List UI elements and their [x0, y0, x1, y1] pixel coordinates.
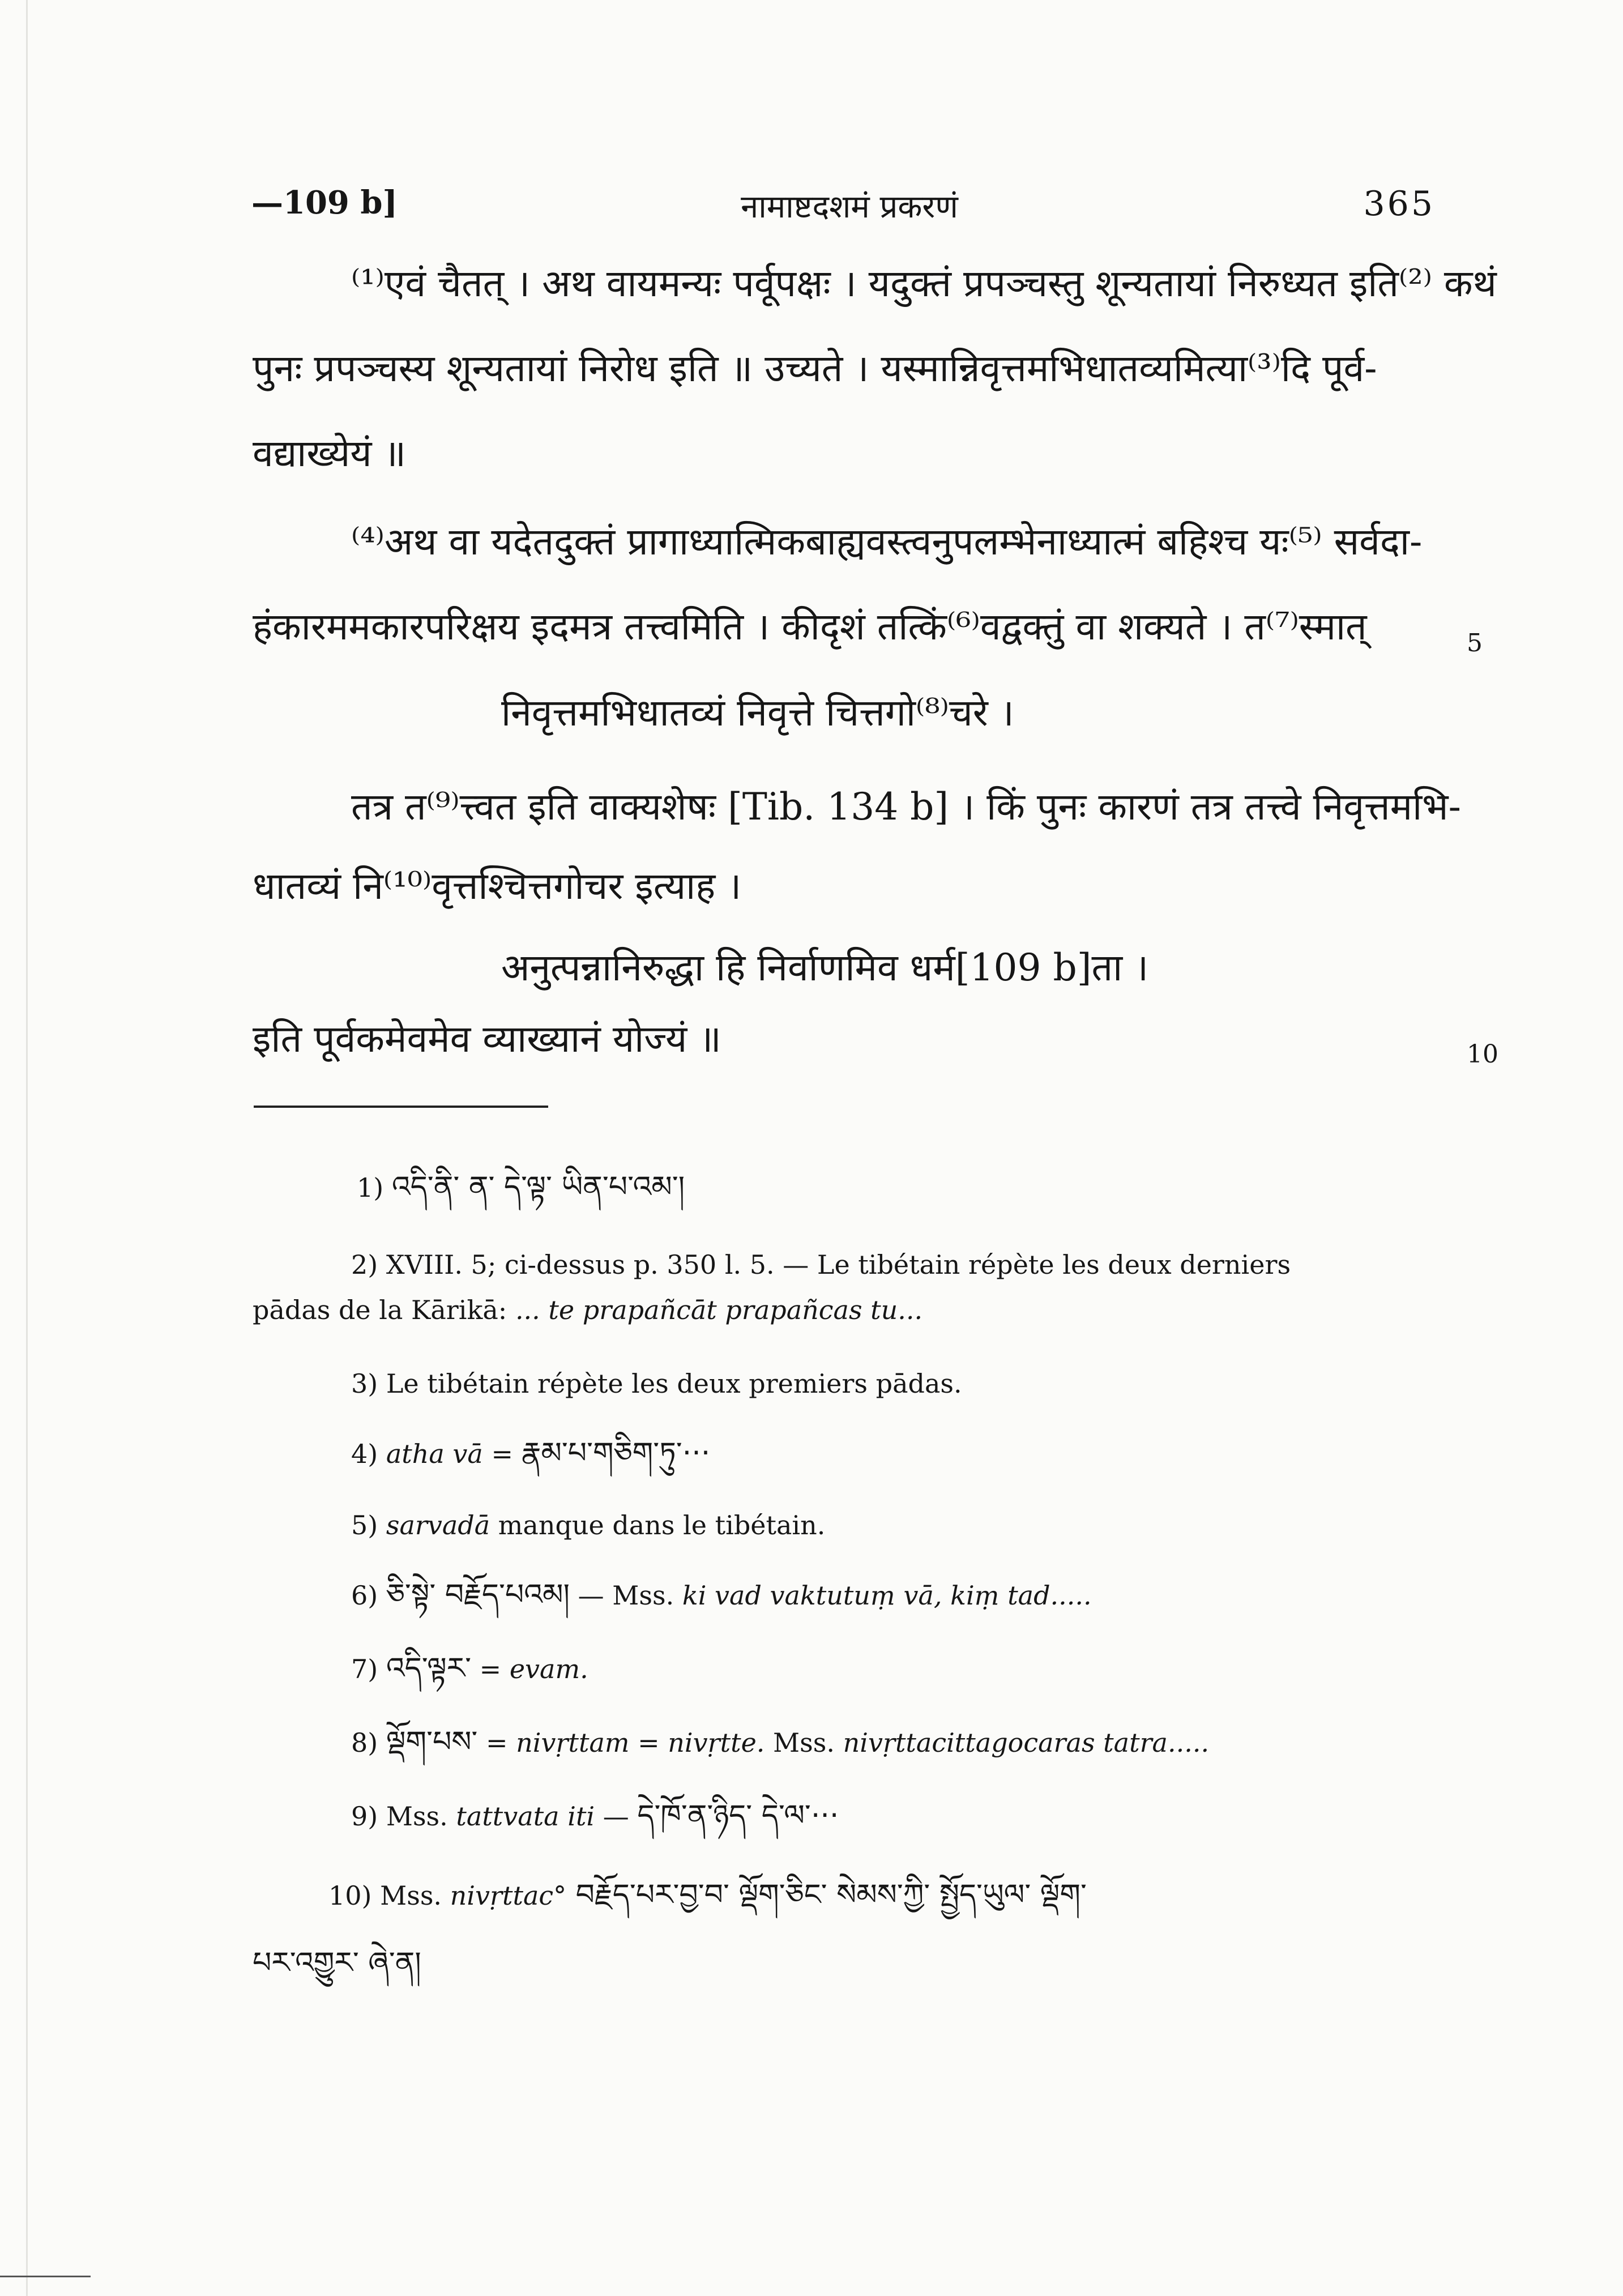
body-verse-1: निवृत्तमभिधातव्यं निवृत्ते चित्तगो⁽⁸⁾चरे । [501, 691, 1014, 735]
footnote-7 [351, 1651, 588, 1685]
footnote-text: Mss. [371, 1880, 450, 1911]
footnote-italic: ki vad vaktutuṃ vā, kiṃ tad..... [682, 1580, 1092, 1611]
footnote-text: = [477, 1727, 516, 1758]
footnote-5 [351, 1512, 825, 1538]
footnote-italic: nivṛtte. [668, 1727, 765, 1758]
footnote-number: 8) [351, 1727, 378, 1758]
footnote-italic: ... te prapañcāt prapañcas tu... [515, 1295, 923, 1325]
footnote-text: = [482, 1439, 522, 1469]
footnote-3: 3) Le tibétain répète les deux premiers pādas. [351, 1368, 962, 1399]
footnote-4 [351, 1436, 711, 1470]
body-line-5: हंकारममकारपरिक्षय इदमत्र तत्त्वमिति । कीदृशं तत्किं⁽⁶⁾वद्वक्तुं वा शक्यते । त⁽⁷⁾स्मात् [253, 605, 1367, 648]
footnote-italic: nivṛttac° [450, 1880, 567, 1911]
tibetan-text: འདི་ལྟར་ [386, 1651, 472, 1685]
footnote-text: manque dans le tibétain. [490, 1510, 826, 1540]
footnote-number: 4) [351, 1439, 378, 1469]
footnote-number: 9) [351, 1801, 378, 1832]
footnote-2-line-2 [253, 1297, 922, 1323]
tibetan-text: དེ་ཁོ་ན་ཉིད་ དེ་ལ་··· [637, 1799, 839, 1833]
running-title: नामाष्टदशमं प्रकरणं [741, 189, 958, 225]
footnote-number: 5) [351, 1510, 378, 1540]
tibetan-text: ལྡོག་པས་ [386, 1725, 478, 1759]
footnote-number: 1) [357, 1172, 384, 1203]
scan-edge-mark [0, 2276, 91, 2277]
body-line-6: तत्र त⁽⁹⁾त्त्वत इति वाक्यशेषः [Tib. 134 b] । किं पुनः कारणं तत्र तत्त्वे निवृत्तमभि- [351, 785, 1461, 829]
footnote-italic: atha vā [386, 1439, 483, 1469]
footnote-6 [351, 1580, 1092, 1610]
footnote-2-line-1: 2) XVIII. 5; ci-dessus p. 350 l. 5. — Le tibétain répète les deux derniers [351, 1249, 1291, 1280]
folio-reference: —109 b] [251, 184, 398, 221]
scan-edge [26, 0, 28, 2296]
footnote-1 [357, 1172, 685, 1202]
footnote-italic: tattvata iti [456, 1801, 595, 1832]
footnote-number: 10) [328, 1880, 372, 1911]
footnote-9 [351, 1799, 839, 1833]
footnote-10-line-2 [253, 1948, 421, 1978]
tibetan-text: རྣམ་པ་གཅིག་ཏུ་··· [521, 1436, 711, 1470]
footnote-italic: sarvadā [386, 1510, 490, 1540]
footnote-number: 6) [351, 1580, 378, 1611]
footnote-text: pādas de la Kārikā: [253, 1295, 515, 1325]
footnote-text: — [595, 1801, 638, 1832]
footnote-separator [254, 1106, 548, 1108]
footnote-italic: nivṛttacittagocaras tatra..... [843, 1727, 1210, 1758]
footnote-8 [351, 1727, 1209, 1757]
body-line-2: पुनः प्रपञ्चस्य शून्यतायां निरोध इति ॥ उच्यते । यस्मान्निवृत्तमभिधातव्यमित्या⁽³⁾दि पूर्व- [253, 347, 1377, 390]
page-number: 365 [1363, 184, 1435, 224]
footnote-text: Mss. [378, 1801, 456, 1832]
footnote-italic: nivṛttam [516, 1727, 630, 1758]
tibetan-text: འདི་ནི་ ན་ དེ་ལྟ་ ཡིན་པ་འམ་། [391, 1170, 685, 1204]
footnote-text: = [471, 1654, 510, 1684]
body-line-7: धातव्यं नि⁽¹⁰⁾वृत्तश्चित्तगोचर इत्याह । [253, 864, 742, 908]
footnote-10-line-1 [328, 1880, 1087, 1910]
body-line-8: इति पूर्वकमेवमेव व्याख्यानं योज्यं ॥ [253, 1017, 721, 1061]
tibetan-text: པར་འགྱུར་ ཞེ་ན། [253, 1946, 421, 1980]
tibetan-text: བརྗོད་པར་བྱ་བ་ ལྡོག་ཅིང་ སེམས་ཀྱི་ སྤྱོད་ཡུལ་ ལྡོག་ [566, 1878, 1087, 1912]
footnote-text: — Mss. [570, 1580, 682, 1611]
body-line-3: वद्याख्येयं ॥ [253, 432, 407, 475]
body-line-4: ⁽⁴⁾अथ वा यदेतदुक्तं प्रागाध्यात्मिकबाह्यवस्त्वनुपलम्भेनाध्यात्मं बहिश्च यः⁽⁵⁾ सर्वदा- [351, 520, 1423, 564]
footnote-italic: evam. [509, 1654, 588, 1684]
margin-line-number: 5 [1467, 629, 1483, 658]
margin-line-number: 10 [1467, 1040, 1498, 1069]
body-line-1: ⁽¹⁾एवं चैतत् । अथ वायमन्यः पर्वूपक्षः । यदुक्तं प्रपञ्चस्तु शून्यतायां निरुध्यत इति⁽²⁾ कथं [351, 262, 1497, 305]
footnote-text: Mss. [764, 1727, 843, 1758]
footnote-text: = [629, 1727, 668, 1758]
tibetan-text: ཅི་སྟེ་ བརྗོད་པའམ། [386, 1578, 570, 1612]
body-verse-2: अनुत्पन्नानिरुद्धा हि निर्वाणमिव धर्म[109 b]ता । [501, 946, 1149, 989]
footnote-number: 7) [351, 1654, 378, 1684]
